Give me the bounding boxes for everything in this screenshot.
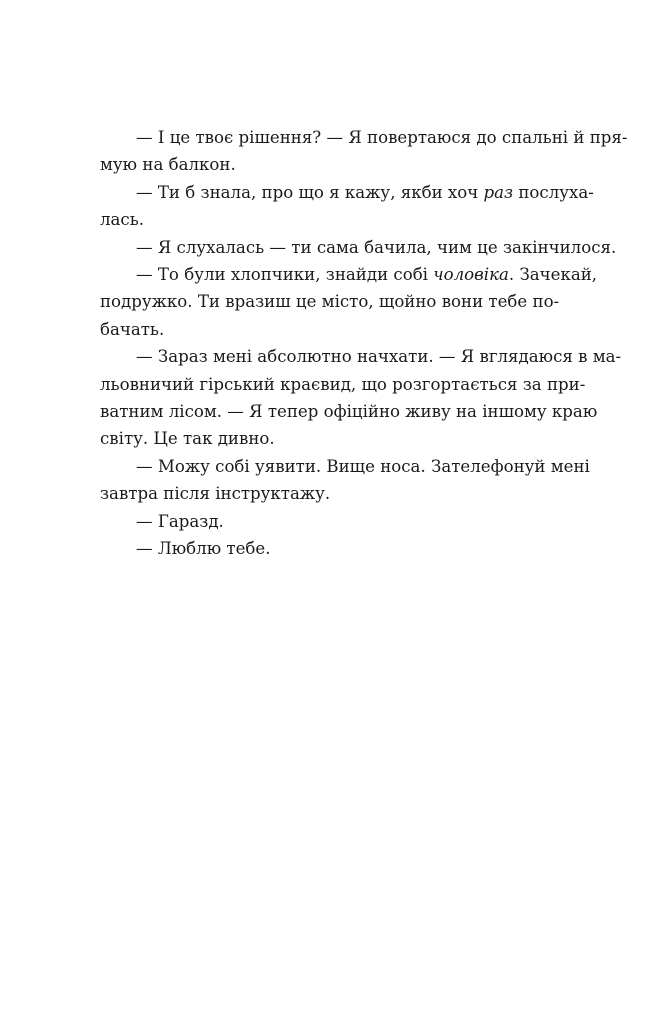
text-run: — Гаразд. xyxy=(136,511,224,531)
italic-text: раз xyxy=(483,182,514,202)
dialogue-paragraph xyxy=(100,535,545,562)
text-run: — Можу собі уявити. Вище носа. Зателефонуй мені xyxy=(136,456,590,476)
text-run: — Зараз мені абсолютно начхати. — Я вглядаюся в ма- xyxy=(136,347,622,367)
body-text xyxy=(100,124,628,563)
text-line xyxy=(100,453,590,480)
text-line xyxy=(100,398,598,425)
text-line xyxy=(100,343,622,370)
text-line xyxy=(100,288,560,315)
text-run: ватним лісом. — Я тепер офіційно живу на іншому краю xyxy=(100,402,598,422)
dialogue-paragraph xyxy=(100,508,545,535)
italic-text: чоловіка xyxy=(433,265,509,285)
text-line xyxy=(100,124,628,151)
text-run: — Ти б знала, про що я кажу, якби хоч xyxy=(136,182,484,202)
dialogue-paragraph xyxy=(100,343,622,453)
dialogue-paragraph xyxy=(100,234,617,261)
text-line xyxy=(100,206,545,233)
text-run: — Я слухалась — ти сама бачила, чим це закінчилося. xyxy=(136,237,617,257)
text-line xyxy=(100,371,586,398)
text-line xyxy=(100,151,545,178)
text-line xyxy=(100,425,545,452)
text-run: — Люблю тебе. xyxy=(136,539,271,559)
text-run: — То були хлопчики, знайди собі xyxy=(136,265,434,285)
text-line xyxy=(100,535,545,562)
text-run: . Зачекай, xyxy=(508,265,598,285)
text-run: — І це твоє рішення? — Я повертаюся до спальні й пря- xyxy=(136,128,628,147)
text-line xyxy=(100,316,545,343)
text-run: мую на балкон. xyxy=(100,155,236,175)
text-line xyxy=(100,179,594,206)
dialogue-paragraph xyxy=(100,124,628,179)
text-run: завтра після інструктажу. xyxy=(100,484,331,504)
text-line xyxy=(100,508,545,535)
text-run: подружко. Ти вразиш це місто, щойно вони тебе по- xyxy=(100,292,560,312)
dialogue-paragraph xyxy=(100,261,598,343)
text-run: світу. Це так дивно. xyxy=(100,429,275,449)
text-line xyxy=(100,234,617,261)
text-run: послуха- xyxy=(513,182,594,202)
text-run: бачать. xyxy=(100,319,165,339)
dialogue-paragraph xyxy=(100,453,590,508)
text-run: лась. xyxy=(100,210,145,230)
text-line xyxy=(100,261,598,288)
text-run: льовничий гірський краєвид, що розгортається за при- xyxy=(100,374,586,394)
text-line xyxy=(100,480,545,507)
dialogue-paragraph xyxy=(100,179,594,234)
